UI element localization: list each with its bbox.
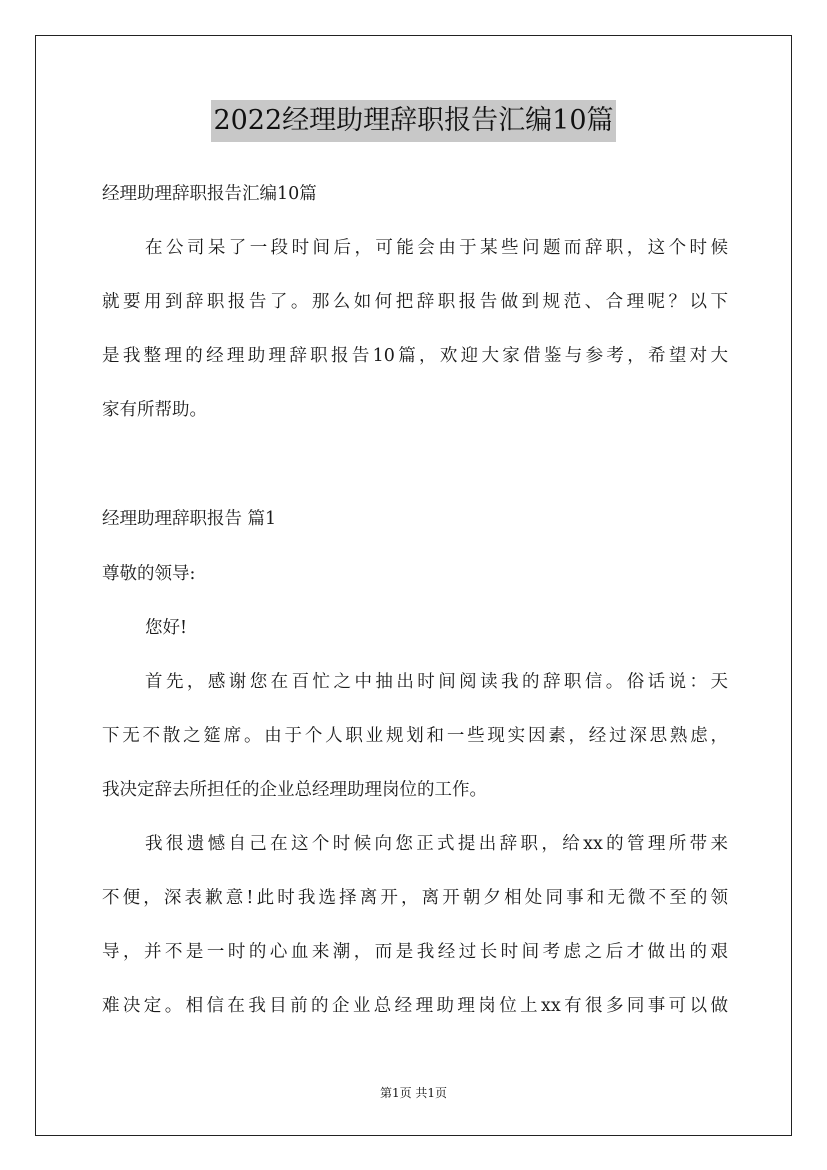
para2-line-4: 难决定。相信在我目前的企业总经理助理岗位上xx有很多同事可以做 [102, 996, 728, 1016]
intro-line-2: 就要用到辞职报告了。那么如何把辞职报告做到规范、合理呢？以下 [102, 292, 728, 312]
para1-line-3: 我决定辞去所担任的企业总经理助理岗位的工作。 [102, 780, 487, 800]
para2-line-2: 不便，深表歉意!此时我选择离开，离开朝夕相处同事和无微不至的领 [102, 888, 728, 908]
document-title: 2022经理助理辞职报告汇编10篇 [211, 100, 615, 142]
salutation: 尊敬的领导: [102, 564, 196, 584]
greeting: 您好! [145, 618, 188, 638]
title-container [0, 100, 827, 142]
para1-line-1: 首先，感谢您在百忙之中抽出时间阅读我的辞职信。俗话说：天 [145, 672, 728, 692]
page-footer: 第1页 共1页 [379, 1086, 448, 1100]
intro-line-3: 是我整理的经理助理辞职报告10篇，欢迎大家借鉴与参考，希望对大 [102, 346, 728, 366]
para1-line-2: 下无不散之筵席。由于个人职业规划和一些现实因素，经过深思熟虑， [102, 726, 728, 746]
para2-line-3: 导，并不是一时的心血来潮，而是我经过长时间考虑之后才做出的艰 [102, 942, 728, 962]
section-heading: 经理助理辞职报告 篇1 [102, 509, 277, 529]
para2-line-1: 我很遗憾自己在这个时候向您正式提出辞职，给xx的管理所带来 [145, 834, 728, 854]
intro-line-1: 在公司呆了一段时间后，可能会由于某些问题而辞职，这个时候 [145, 238, 728, 258]
intro-line-4: 家有所帮助。 [102, 400, 207, 420]
document-subtitle: 经理助理辞职报告汇编10篇 [102, 184, 317, 204]
